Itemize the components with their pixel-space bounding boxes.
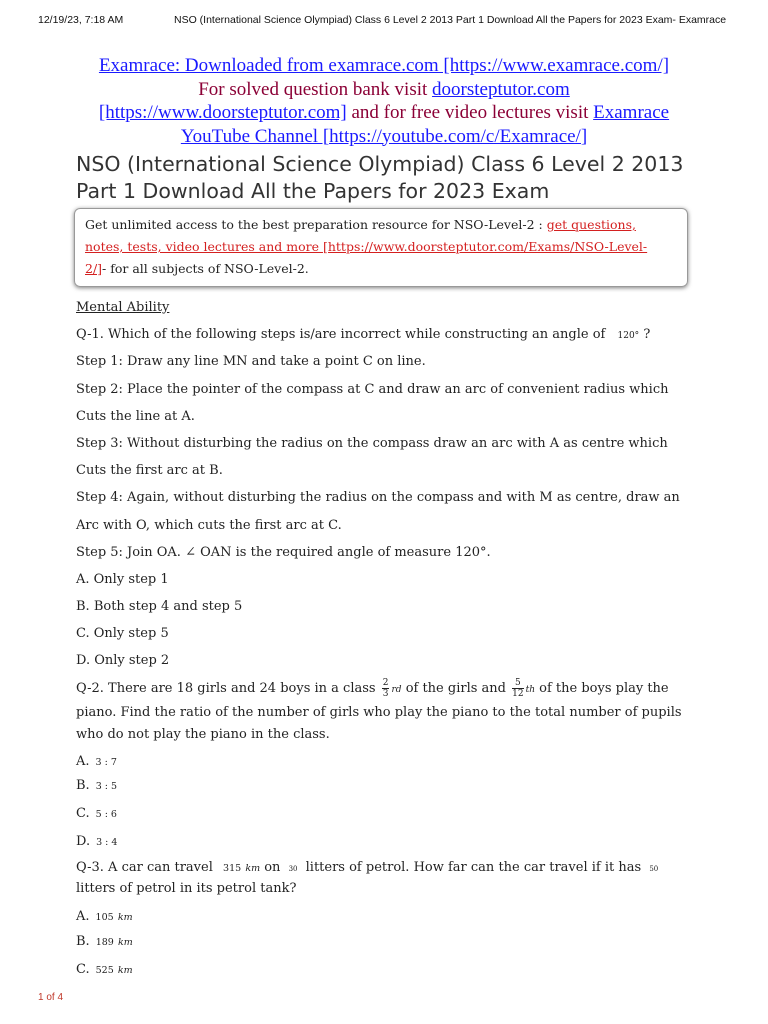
q1-step: Step 2: Place the pointer of the compass at C and draw an arc of convenient radius which (76, 381, 669, 397)
section-heading: Mental Ability (76, 300, 170, 315)
q2-option-a: A. 3 : 7 (76, 753, 117, 769)
print-datetime: 12/19/23, 7:18 AM (38, 14, 124, 26)
fraction-five-twelfths: $\frac{5}{12}$ (512, 677, 524, 699)
q1-option-b: B. Both step 4 and step 5 (76, 599, 243, 615)
q3-option-a: A. 105 km (76, 908, 133, 924)
doorsteptutor-url-link[interactable]: [https://www.doorsteptutor.com] (98, 102, 347, 123)
q1-option-d: D. Only step 2 (76, 653, 170, 669)
print-page-title: NSO (International Science Olympiad) Class 6 Level 2 2013 Part 1 Download All the Papers for 2023 Exam- Examrace (174, 14, 727, 26)
document-content (76, 294, 696, 984)
q1-option-c: C. Only step 5 (76, 626, 169, 642)
examrace-youtube-link[interactable]: Examrace (593, 102, 670, 123)
q1-option-a: A. Only step 1 (76, 571, 169, 587)
q2-text-line: piano. Find the ratio of the number of girls who play the piano to the total number of pupils (76, 704, 682, 720)
q3-option-b: B. 189 km (76, 933, 133, 949)
notice-link-3[interactable]: 2/] (85, 261, 103, 276)
page-indicator: 1 of 4 (38, 992, 64, 1003)
banner-text: For solved question bank visit (198, 78, 433, 100)
access-notice-box (74, 208, 688, 287)
q1-step: Cuts the line at A. (76, 408, 195, 424)
youtube-channel-link[interactable]: YouTube Channel [https://youtube.com/c/Examrace/] (180, 125, 588, 147)
q2-text-line: who do not play the piano in the class. (76, 726, 330, 742)
q2-option-c: C. 5 : 6 (76, 805, 117, 821)
notice-suffix: - for all subjects of NSO-Level-2. (102, 261, 309, 276)
q2-option-b: B. 3 : 5 (76, 777, 118, 793)
fraction-two-thirds: $\frac{2}{3}$ (382, 677, 389, 699)
doorsteptutor-link[interactable]: doorsteptutor.com (432, 78, 570, 100)
q2-option-d: D. 3 : 4 (76, 833, 118, 849)
q3-text-line: litters of petrol in its petrol tank? (76, 880, 297, 896)
notice-link-1[interactable]: get questions, (546, 217, 636, 232)
q1-step: Arc with O, which cuts the first arc at C. (76, 517, 342, 533)
q1-step: Step 5: Join OA. ∠ OAN is the required angle of measure 120°. (76, 544, 491, 560)
q1-step: Step 1: Draw any line MN and take a point C on line. (76, 354, 426, 370)
question-2: Q-2. There are 18 girls and 24 boys in a class $\frac{2}{3}$ rd of the girls and $\frac{5}{12}$ th of the boys play the (76, 677, 669, 699)
page-title: NSO (International Science Olympiad) Class 6 Level 2 2013 Part 1 Download All the Papers for 2023 Exam (76, 152, 684, 203)
question-1: Q-1. Which of the following steps is/are incorrect while constructing an angle of 120° ? (76, 327, 651, 343)
source-banner (76, 54, 692, 148)
banner-text-2: and for free video lectures visit (346, 102, 594, 123)
question-3: Q-3. A car can travel 315 km on 30 litters of petrol. How far can the car travel if it has 50 (76, 859, 659, 875)
examrace-link[interactable]: Examrace: Downloaded from examrace.com [https://www.examrace.com/] (98, 55, 670, 76)
q1-step: Step 3: Without disturbing the radius on the compass draw an arc with A as centre which (76, 435, 668, 451)
notice-link-2[interactable]: notes, tests, video lectures and more [https://www.doorsteptutor.com/Exams/NSO-Level- (85, 239, 648, 254)
q3-option-c: C. 525 km (76, 961, 133, 977)
q1-step: Cuts the first arc at B. (76, 463, 223, 479)
q1-step: Step 4: Again, without disturbing the radius on the compass and with M as centre, draw an (76, 490, 680, 506)
angle-value: 120° (617, 331, 640, 342)
notice-prefix: Get unlimited access to the best preparation resource for NSO-Level-2 : (85, 217, 547, 232)
